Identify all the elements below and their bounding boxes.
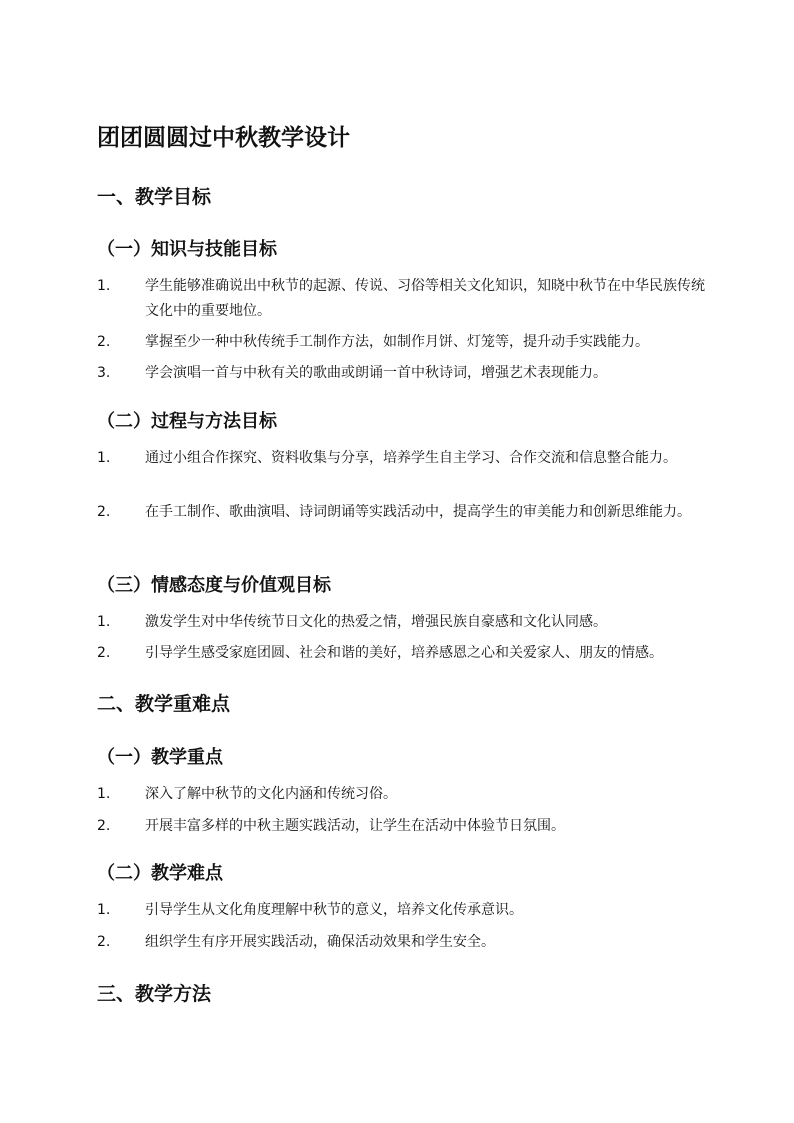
list-item [97,361,707,386]
list-item-number: 2. [97,818,111,834]
list-item [97,641,707,666]
section-heading-teaching-methods: 三、教学方法 [97,983,212,1005]
subsection-heading-emotion-values: （三）情感态度与价值观目标 [97,575,331,596]
list-item-text: 组织学生有序开展实践活动，确保活动效果和学生安全。 [145,934,495,950]
list-item [97,500,707,525]
list-item-text: 引导学生感受家庭团圆、社会和谐的美好，培养感恩之心和关爱家人、朋友的情感。 [145,645,663,661]
list-item-text: 学会演唱一首与中秋有关的歌曲或朗诵一首中秋诗词，增强艺术表现能力。 [145,365,607,381]
subsection-heading-process-methods: （二）过程与方法目标 [97,411,277,432]
subsection-heading-knowledge-skills: （一）知识与技能目标 [97,239,277,260]
list-item [97,898,707,923]
list-item-text: 开展丰富多样的中秋主题实践活动，让学生在活动中体验节日氛围。 [145,818,565,834]
subsection-heading-key-points: （一）教学重点 [97,747,223,768]
list-item [97,930,707,955]
list-item [97,814,707,839]
section-heading-teaching-objectives: 一、教学目标 [97,186,212,208]
list-item [97,330,707,355]
list-item [97,446,707,471]
list-item [97,610,707,635]
list-item-number: 1. [97,902,111,918]
list-item-number: 1. [97,450,111,466]
list-item-number: 1. [97,786,111,802]
list-item-text: 学生能够准确说出中秋节的起源、传说、习俗等相关文化知识，知晓中秋节在中华民族传统文化中的重要地位。 [145,278,705,319]
list-item-text: 引导学生从文化角度理解中秋节的意义，培养文化传承意识。 [145,902,523,918]
list-item-number: 2. [97,504,111,520]
list-item-number: 2. [97,645,111,661]
list-item-text: 掌握至少一种中秋传统手工制作方法，如制作月饼、灯笼等，提升动手实践能力。 [145,334,649,350]
list-item-number: 1. [97,278,111,294]
list-item-number: 2. [97,934,111,950]
list-item-text: 在手工制作、歌曲演唱、诗词朗诵等实践活动中，提高学生的审美能力和创新思维能力。 [145,504,691,520]
list-item-text: 激发学生对中华传统节日文化的热爱之情，增强民族自豪感和文化认同感。 [145,614,607,630]
list-item-number: 3. [97,365,111,381]
list-item [97,782,707,807]
list-item-number: 1. [97,614,111,630]
list-item [97,274,707,324]
list-item-text: 深入了解中秋节的文化内涵和传统习俗。 [145,786,397,802]
list-item-text: 通过小组合作探究、资料收集与分享，培养学生自主学习、合作交流和信息整合能力。 [145,450,677,466]
list-item-number: 2. [97,334,111,350]
subsection-heading-difficult-points: （二）教学难点 [97,863,223,884]
section-heading-key-difficult-points: 二、教学重难点 [97,693,231,715]
document-title: 团团圆圆过中秋教学设计 [97,125,350,151]
